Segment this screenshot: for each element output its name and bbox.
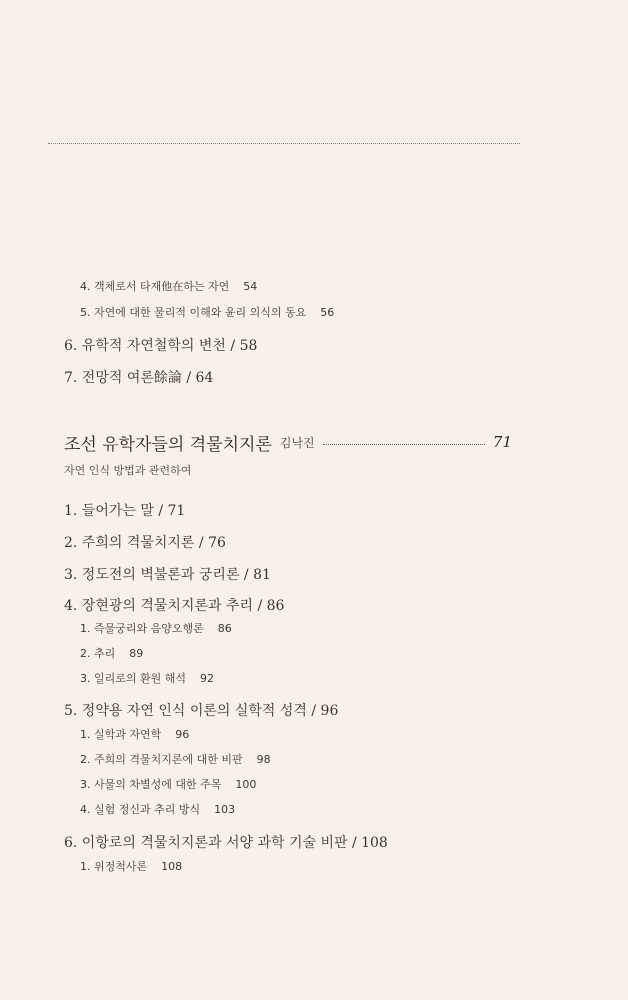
toc-subitem-page: 96	[175, 728, 190, 741]
toc-subitem	[80, 645, 143, 661]
toc-item: 6. 이항로의 격물치지론과 서양 과학 기술 비판 / 108	[64, 835, 388, 851]
toc-subitem	[80, 278, 257, 294]
toc-item: 1. 들어가는 말 / 71	[64, 503, 186, 519]
toc-item: 2. 주희의 격물치지론 / 76	[64, 535, 226, 551]
toc-subitem-label: 3. 일리로의 환원 해석	[80, 672, 186, 685]
chapter-subtitle: 자연 인식 방법과 관련하여	[64, 464, 192, 477]
toc-subitem-page: 86	[217, 622, 232, 635]
toc-subitem	[80, 751, 271, 767]
chapter-title: 조선 유학자들의 격물치지론	[64, 434, 272, 455]
toc-subitem	[80, 858, 182, 874]
toc-item: 6. 유학적 자연철학의 변천 / 58	[64, 338, 258, 354]
chapter-heading	[64, 430, 512, 454]
toc-item: 4. 장현광의 격물치지론과 추리 / 86	[64, 598, 285, 614]
toc-subitem-page: 98	[256, 753, 271, 766]
toc-subitem-page: 89	[129, 647, 144, 660]
toc-subitem-page: 103	[214, 803, 236, 816]
toc-subitem-label: 4. 실험 정신과 추리 방식	[80, 803, 201, 816]
toc-subitem	[80, 776, 256, 792]
dotted-rule	[48, 143, 520, 144]
toc-subitem-label: 3. 사물의 차별성에 대한 주목	[80, 778, 222, 791]
toc-item: 3. 정도전의 벽불론과 궁리론 / 81	[64, 567, 271, 583]
dot-leader	[323, 444, 485, 445]
toc-subitem-label: 4. 객체로서 타재他在하는 자연	[80, 280, 230, 293]
toc-subitem-label: 5. 자연에 대한 물리적 이해와 윤리 의식의 동요	[80, 306, 307, 319]
toc-subitem	[80, 304, 334, 320]
toc-subitem-label: 1. 즉물궁리와 음양오행론	[80, 622, 204, 635]
chapter-author: 김낙진	[279, 435, 315, 450]
toc-subitem	[80, 620, 232, 636]
chapter-page: 71	[492, 433, 512, 451]
toc-subitem-page: 100	[235, 778, 257, 791]
toc-subitem-page: 108	[161, 860, 183, 873]
toc-item: 5. 정약용 자연 인식 이론의 실학적 성격 / 96	[64, 703, 339, 719]
toc-item: 7. 전망적 여론餘論 / 64	[64, 370, 214, 386]
toc-subitem	[80, 726, 189, 742]
toc-subitem-label: 1. 실학과 자연학	[80, 728, 162, 741]
toc-subitem-label: 2. 주희의 격물치지론에 대한 비판	[80, 753, 243, 766]
toc-subitem-page: 56	[320, 306, 335, 319]
toc-subitem	[80, 801, 235, 817]
toc-subitem-page: 92	[200, 672, 214, 685]
toc-subitem-label: 1. 위정척사론	[80, 860, 148, 873]
toc-subitem-label: 2. 추리	[80, 647, 116, 660]
toc-subitem-page: 54	[243, 280, 258, 293]
toc-subitem	[80, 670, 214, 686]
